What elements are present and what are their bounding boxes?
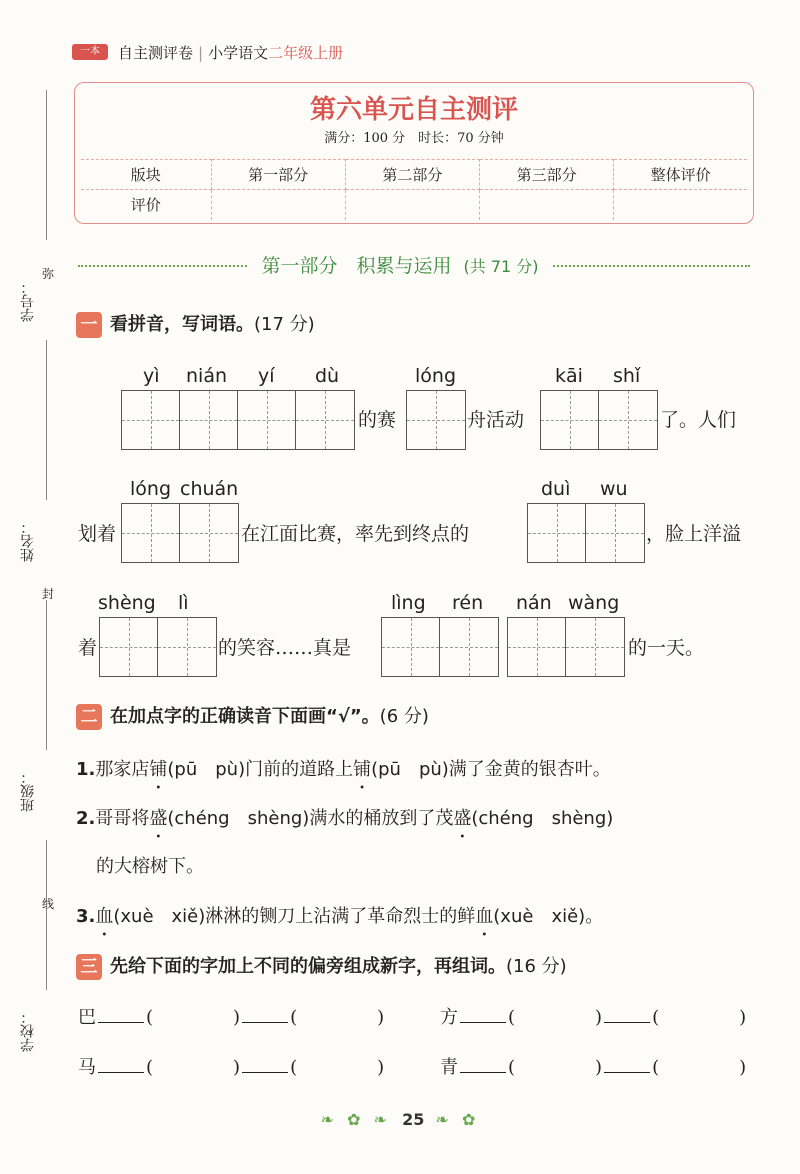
question <box>76 755 611 781</box>
paren: ) <box>233 1057 241 1078</box>
series-name: 自主测评卷 <box>118 44 194 62</box>
paren: ) <box>595 1057 603 1078</box>
pinyin: yí <box>258 365 275 387</box>
sentence-text: 着 <box>78 637 98 659</box>
seal-char: 封 <box>42 587 55 601</box>
base-char: 巴 <box>78 1007 96 1028</box>
question-number: 3. <box>76 906 96 927</box>
question <box>76 902 603 928</box>
writing-grid[interactable] <box>406 390 466 450</box>
answer-blank[interactable] <box>98 1022 144 1023</box>
writing-grid[interactable] <box>381 617 499 677</box>
paren: ( <box>290 1057 298 1078</box>
writing-grid[interactable] <box>507 617 625 677</box>
table-row <box>81 190 747 220</box>
header-title: 自主测评卷 | 小学语文二年级上册 <box>118 44 344 62</box>
writing-grid[interactable] <box>121 503 239 563</box>
base-char: 马 <box>78 1057 96 1078</box>
score-cell[interactable] <box>211 190 345 220</box>
dotted-char: 盛 <box>149 808 168 829</box>
page-footer <box>0 1110 800 1129</box>
score-table <box>81 159 747 220</box>
binding-line <box>46 340 47 500</box>
pinyin-options[interactable]: (pū pù)满了金黄的银杏叶。 <box>371 759 611 780</box>
dotted-char: 盛 <box>453 808 472 829</box>
sentence-text: 的一天。 <box>628 637 705 659</box>
paren: ( <box>290 1007 298 1028</box>
pinyin: dù <box>315 365 340 387</box>
question <box>76 804 613 830</box>
pinyin: wu <box>600 478 628 500</box>
answer-blank[interactable] <box>460 1072 506 1073</box>
radical-row <box>78 1053 384 1079</box>
section-points: (6 分) <box>379 706 429 727</box>
pinyin: shǐ <box>613 365 641 387</box>
question-text: 哥哥将 <box>95 808 150 829</box>
table-header-cell: 第二部分 <box>345 160 479 190</box>
sentence-text: 的笑容……真是 <box>218 637 352 659</box>
radical-row <box>440 1053 746 1079</box>
pinyin: wàng <box>568 592 620 614</box>
grade-name: 二年级上册 <box>268 44 344 62</box>
pinyin: kāi <box>555 365 583 387</box>
paren: ) <box>739 1057 747 1078</box>
table-header-cell: 整体评价 <box>614 160 747 190</box>
pinyin: chuán <box>180 478 239 500</box>
answer-blank[interactable] <box>604 1022 650 1023</box>
base-char: 方 <box>440 1007 458 1028</box>
section-number: 三 <box>76 954 102 980</box>
leaf-decoration-icon: ❧ ✿ ❧ <box>320 1110 392 1129</box>
radical-row <box>440 1003 746 1029</box>
score-cell[interactable] <box>345 190 479 220</box>
pinyin: rén <box>452 592 484 614</box>
class-label: 班级： <box>20 770 36 812</box>
pinyin: lóng <box>130 478 172 500</box>
paren: ( <box>146 1007 154 1028</box>
pinyin: nián <box>186 365 228 387</box>
binding-line <box>46 90 47 240</box>
table-header-cell: 第一部分 <box>211 160 345 190</box>
page-title: 第六单元自主测评 <box>309 95 518 125</box>
student-id-label: 学号： <box>20 280 36 322</box>
section-title: 在加点字的正确读音下面画“√”。 <box>110 706 380 727</box>
section-number: 二 <box>76 704 102 730</box>
score-cell[interactable] <box>614 190 747 220</box>
pinyin-options[interactable]: (xuè xiě)淋淋的铡刀上沾满了革命烈士的鲜 <box>113 906 476 927</box>
writing-grid[interactable] <box>99 617 217 677</box>
section-title: 先给下面的字加上不同的偏旁组成新字，再组词。 <box>110 956 506 977</box>
radical-row <box>78 1003 384 1029</box>
question-text: 那家店 <box>95 759 150 780</box>
section-number: 一 <box>76 312 102 338</box>
sentence-text: 舟活动 <box>467 409 525 431</box>
binding-line <box>46 600 47 750</box>
score-cell[interactable] <box>480 190 614 220</box>
table-header-cell: 第三部分 <box>480 160 614 190</box>
binding-line <box>46 840 47 990</box>
pinyin: nán <box>516 592 552 614</box>
paren: ( <box>146 1057 154 1078</box>
pinyin: lìng <box>391 592 426 614</box>
pinyin: duì <box>541 478 571 500</box>
row-label: 评价 <box>81 190 211 220</box>
page-number: 25 <box>402 1110 425 1129</box>
section-points: (16 分) <box>506 956 567 977</box>
leaf-decoration-icon: ❧ ✿ <box>435 1110 480 1129</box>
sentence-text: 划着 <box>78 523 117 545</box>
writing-grid[interactable] <box>540 390 658 450</box>
paren: ( <box>508 1057 516 1078</box>
answer-blank[interactable] <box>98 1072 144 1073</box>
sentence-text: 的赛 <box>358 409 397 431</box>
dotted-char: 铺 <box>149 759 168 780</box>
exam-info: 满分：100 分 时长：70 分钟 <box>324 131 504 146</box>
title-box <box>74 82 754 224</box>
answer-blank[interactable] <box>242 1022 288 1023</box>
pinyin: shèng <box>98 592 156 614</box>
paren: ) <box>233 1007 241 1028</box>
school-label: 学校： <box>20 1010 36 1052</box>
sentence-text: 了。人们 <box>660 409 737 431</box>
pinyin: lóng <box>415 365 457 387</box>
pinyin-options[interactable]: (xuè xiě)。 <box>493 906 604 927</box>
question-number: 1. <box>76 759 96 780</box>
part-title <box>0 251 800 278</box>
base-char: 青 <box>440 1057 458 1078</box>
pinyin-options[interactable]: (chéng shèng)满水的桶放到了茂 <box>167 808 454 829</box>
answer-blank[interactable] <box>460 1022 506 1023</box>
paren: ) <box>377 1057 385 1078</box>
dotted-char: 血 <box>95 906 114 927</box>
sentence-text: ，脸上洋溢 <box>646 523 742 545</box>
pinyin-options[interactable]: (pū pù)门前的道路上 <box>167 759 354 780</box>
paren: ( <box>652 1007 660 1028</box>
subject-name: 小学语文 <box>208 44 269 62</box>
table-row <box>81 160 747 190</box>
answer-blank[interactable] <box>242 1072 288 1073</box>
dotted-char: 铺 <box>353 759 372 780</box>
writing-grid[interactable] <box>121 390 355 450</box>
section-heading <box>76 310 315 338</box>
section-points: (17 分) <box>254 314 315 335</box>
answer-blank[interactable] <box>604 1072 650 1073</box>
brand-logo: 一本 <box>72 44 108 60</box>
table-header-cell: 版块 <box>81 160 211 190</box>
paren: ) <box>595 1007 603 1028</box>
part-points: (共 71 分) <box>457 257 544 276</box>
paren: ) <box>739 1007 747 1028</box>
section-title: 看拼音，写词语。 <box>110 314 254 335</box>
dotted-char: 血 <box>475 906 494 927</box>
seal-char: 弥 <box>42 267 55 281</box>
pinyin-options[interactable]: (chéng shèng) <box>471 808 614 829</box>
pinyin: yì <box>143 365 160 387</box>
name-label: 姓名： <box>20 520 36 562</box>
question-number: 2. <box>76 808 96 829</box>
seal-char: 线 <box>42 897 55 911</box>
pinyin: lì <box>178 592 189 614</box>
writing-grid[interactable] <box>527 503 645 563</box>
paren: ( <box>508 1007 516 1028</box>
part-title-text: 第一部分 积累与运用 <box>255 255 457 277</box>
section-heading <box>76 952 567 980</box>
section-heading <box>76 702 429 730</box>
sentence-text: 在江面比赛，率先到终点的 <box>241 523 470 545</box>
paren: ) <box>377 1007 385 1028</box>
question-text: 的大榕树下。 <box>96 856 204 877</box>
paren: ( <box>652 1057 660 1078</box>
